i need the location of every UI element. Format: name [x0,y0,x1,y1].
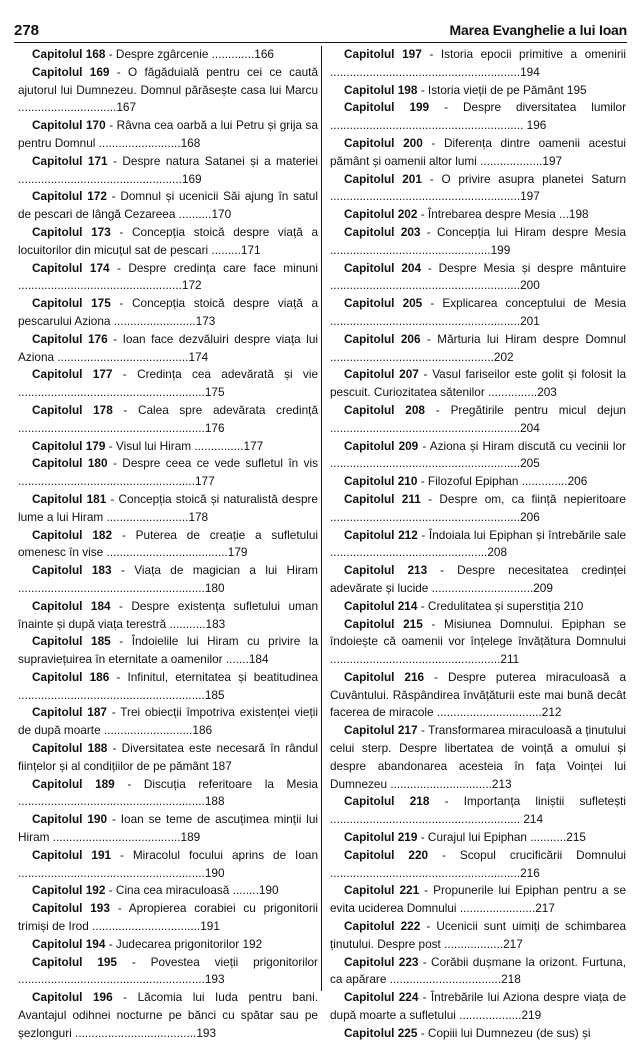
chapter-label [32,47,105,61]
chapter-title: Despre credința care face minuni ..................................................172 [18,260,319,293]
chapter-word: Capitolul [32,990,83,1005]
chapter-number: 215 [403,616,423,631]
toc-entry: Capitolul 218 - Importanța liniștii sufletești .......................................................... 214 [330,794,627,827]
chapter-label [344,296,422,310]
toc-entry: Capitolul 181 - Concepția stoică și naturalistă despre lume a lui Hiram .........................178 [18,491,318,524]
chapter-title: Întrebarea despre Mesia ...198 [427,207,589,222]
chapter-word: Capitolul [344,474,395,489]
toc-entry: Capitolul 203 - Concepția lui Hiram despre Mesia .................................................199 [330,224,627,257]
chapter-title: Explicarea conceptului de Mesia ..........................................................201 [330,296,627,328]
chapter-number: 207 [399,367,419,382]
chapter-word: Capitolul [344,438,395,453]
toc-entry: Capitolul 183 - Viața de magician a lui Hiram .........................................................180 [18,563,319,595]
chapter-word: Capitolul [344,402,395,417]
toc-entry: Capitolul 208 - Pregătirile pentru micul dejun ..........................................................204 [330,402,626,435]
toc-entry: Capitolul 211 - Despre om, ca ființă nepieritoare ..........................................................206 [330,491,626,524]
toc-right-column [330,46,626,1043]
chapter-label [32,634,111,648]
chapter-number: 180 [87,456,108,471]
chapter-number: 219 [397,830,418,845]
chapter-label [344,848,428,862]
chapter-word: Capitolul [32,224,83,239]
chapter-word: Capitolul [32,153,83,168]
chapter-label [344,528,418,542]
chapter-number: 194 [85,936,106,951]
chapter-word: Capitolul [32,563,83,578]
toc-entry: Capitolul 195 - Povestea vieții prigonitorilor .........................................................193 [18,954,318,987]
toc-entry: Capitolul 220 - Scopul crucificării Domnului ..........................................................216 [330,847,627,880]
chapter-number: 192 [85,883,106,898]
chapter-label [344,883,419,897]
chapter-number: 185 [91,634,111,649]
chapter-word: Capitolul [344,883,395,898]
chapter-number: 197 [402,47,422,61]
chapter-title: Diferența dintre oamenii acestui pământ și oamenii altor lumi ...................197 [330,135,627,168]
toc-entry: Capitolul 224 - Întrebările lui Aziona despre viața de după moarte a sufletului ...................219 [330,990,627,1023]
chapter-number: 221 [399,883,420,898]
toc-entry: Capitolul 196 - Lăcomia lui Iuda pentru bani. Avantajul odihnei nocturne pe bănci cu spătar sau pe șezlonguri .....................................193 [18,990,319,1040]
chapter-word: Capitolul [344,669,395,684]
chapter-label [344,367,419,381]
chapter-label [32,492,106,506]
chapter-title: Credulitatea și superstiția 210 [427,598,584,613]
chapter-title: Concepția stoică despre viață a pescarului Aziona .........................173 [18,296,319,328]
chapter-word: Capitolul [344,563,395,578]
toc-entry: Capitolul 216 - Despre puterea miraculoasă a Cuvântului. Răspândirea învățăturii este mai bună decât facerea de miracole ................................212 [330,669,627,720]
chapter-title: Calea spre adevărata credință .........................................................176 [18,402,319,435]
chapter-word: Capitolul [32,776,83,791]
chapter-title: Corăbii dușmane la orizont. Furtuna, ca apărare ..................................218 [330,954,627,987]
chapter-title: Pregătirile pentru micul dejun ..........................................................204 [330,402,626,435]
toc-entry: Capitolul 168 - Despre zgârcenie .............166 [32,47,274,61]
chapter-word: Capitolul [344,954,395,969]
chapter-title: Importanța liniștii sufletești .......................................................... 214 [330,794,627,827]
chapter-title: Puterea de creație a sufletului omenesc în vise .....................................179 [18,527,318,560]
chapter-label [344,439,418,453]
chapter-title: Scopul crucificării Domnului ..........................................................216 [330,847,627,880]
chapter-title: Misiunea Domnului. Epiphan se îndoiește că oamenii vor înțelege învățătura Domnului ....................................................211 [330,616,627,667]
toc-entry: Capitolul 182 - Puterea de creație a sufletului omenesc în vise .....................................179 [18,527,318,560]
toc-entry: Capitolul 186 - Infinitul, eternitatea și beatitudinea .........................................................185 [18,669,319,702]
toc-entry: Capitolul 174 - Despre credința care face minuni ..................................................172 [18,260,319,293]
chapter-title: Aziona și Hiram discută cu vecinii lor ..........................................................205 [330,438,626,471]
toc-entry: Capitolul 193 - Apropierea corabiei cu prigonitorii trimiși de Irod .................................191 [18,901,318,934]
chapter-label [32,367,112,381]
toc-entry: Capitolul 170 - Râvna cea oarbă a lui Petru și grija sa pentru Domnul .........................168 [18,118,319,150]
toc-entry: Capitolul 173 - Concepția stoică despre viață a locuitorilor din micuțul sat de pescari .........171 [18,224,319,257]
toc-entry: Capitolul 184 - Despre existența sufletului uman înainte și după viața terestră ...........183 [18,598,318,631]
chapter-label [344,794,429,808]
chapter-title: O privire asupra planetei Saturn ..........................................................197 [330,171,627,204]
chapter-word: Capitolul [344,491,395,506]
chapter-label [32,296,111,310]
chapter-number: 173 [91,224,111,239]
chapter-word: Capitolul [32,491,83,506]
chapter-number: 190 [87,812,108,827]
chapter-label [344,990,418,1004]
toc-entry: Capitolul 190 - Ioan se teme de ascuțimea minții lui Hiram .......................................189 [18,812,319,845]
toc-entry: Capitolul 214 - Credulitatea și superstiția 210 [344,598,584,613]
chapter-label [32,439,105,453]
chapter-word: Capitolul [32,438,83,453]
chapter-label [32,225,111,239]
chapter-number: 175 [91,296,111,311]
chapter-number: 213 [407,563,428,578]
chapter-label [32,901,110,915]
chapter-number: 209 [398,438,419,453]
chapter-title: Îndoiala lui Epiphan și întrebările sale ................................................208 [330,527,626,560]
chapter-number: 177 [92,367,113,382]
column-divider [321,46,322,991]
chapter-number: 220 [408,847,429,862]
toc-entry: Capitolul 172 - Domnul și ucenicii Săi ajung în satul de pescari de lângă Cezareea ..........170 [18,189,318,222]
chapter-number: 188 [87,741,108,756]
chapter-label [32,955,117,969]
chapter-title: Credința cea adevărată și vie .........................................................175 [18,367,319,400]
chapter-label [344,47,422,61]
chapter-label [32,118,106,132]
chapter-title: Cina cea miraculoasă ........190 [115,883,279,898]
chapter-title: Filozoful Epiphan ..............206 [427,474,588,489]
toc-entry: Capitolul 176 - Ioan face dezvăluiri despre viața lui Aziona ........................................174 [18,331,319,364]
chapter-label [32,883,105,897]
chapter-title: Propunerile lui Epiphan pentru a se evita uciderea Domnului .......................217 [330,883,627,916]
chapter-label [344,723,418,737]
chapter-label [344,261,421,275]
chapter-word: Capitolul [32,705,83,720]
chapter-number: 178 [93,402,113,417]
chapter-word: Capitolul [344,82,395,97]
chapter-label [344,617,423,631]
chapter-label [344,100,429,114]
chapter-label [344,136,423,150]
chapter-label [344,955,418,969]
chapter-word: Capitolul [32,456,83,471]
toc-entry: Capitolul 189 - Discuția referitoare la Mesia .........................................................188 [18,776,318,809]
chapter-title: Concepția lui Hiram despre Mesia .................................................199 [330,224,627,257]
chapter-label [32,937,105,951]
chapter-title: Istoria vieții de pe Pământ 195 [427,82,587,97]
chapter-title: Copiii lui Dumnezeu (de sus) și [427,1025,591,1040]
chapter-word: Capitolul [32,901,83,916]
chapter-label [344,492,421,506]
chapter-title: Vasul fariseilor este golit și folosit la pescuit. Curiozitatea sătenilor ...............203 [330,367,627,400]
chapter-word: Capitolul [344,100,395,115]
chapter-word: Capitolul [344,990,395,1005]
chapter-label [344,830,417,844]
chapter-label [344,563,427,577]
toc-entry: Capitolul 221 - Propunerile lui Epiphan pentru a se evita uciderea Domnului .......................217 [330,883,627,916]
toc-entry: Capitolul 187 - Trei obiecții împotriva existenței vieții de după moarte ...........................186 [18,705,318,738]
toc-entry: Capitolul 225 - Copiii lui Dumnezeu (de sus) și [344,1025,591,1040]
toc-entry: Capitolul 213 - Despre necesitatea credinței adevărate și lucide ...............................209 [330,563,627,595]
toc-entry: Capitolul 217 - Transformarea miraculoasă a ținutului celui sterp. Despre libertatea de voință a omului și despre abandonarea acesteia în fața Voinței lui Dumnezeu ...............................213 [330,723,627,791]
toc-left-column [18,46,318,1043]
chapter-number: 201 [402,171,422,186]
running-title: Marea Evanghelie a lui Ioan [449,22,627,38]
chapter-title: Concepția stoică despre viață a locuitorilor din micuțul sat de pescari .........171 [18,224,319,257]
chapter-title: Povestea vieții prigonitorilor .........................................................193 [18,954,318,987]
chapter-number: 170 [86,118,106,133]
chapter-number: 217 [397,723,418,738]
toc-entry: Capitolul 212 - Îndoiala lui Epiphan și întrebările sale ................................................208 [330,527,626,560]
chapter-label [344,599,417,613]
chapter-label [32,332,108,346]
chapter-title: Judecarea prigonitorilor 192 [115,936,263,951]
chapter-title: Despre zgârcenie .............166 [115,47,274,61]
chapter-title: Râvna cea oarbă a lui Petru și grija sa pentru Domnul .........................168 [18,118,319,150]
chapter-label [344,172,422,186]
chapter-number: 176 [87,331,108,346]
chapter-word: Capitolul [344,616,395,631]
toc-entry: Capitolul 201 - O privire asupra planetei Saturn ..........................................................197 [330,171,627,204]
chapter-number: 183 [91,563,112,578]
toc-entry: Capitolul 198 - Istoria vieții de pe Pământ 195 [344,82,587,97]
chapter-number: 203 [400,224,421,239]
chapter-title: Despre necesitatea credinței adevărate și lucide ...............................209 [330,563,627,595]
chapter-title: Miracolul focului aprins de Ioan .........................................................190 [18,847,319,880]
chapter-word: Capitolul [32,598,83,613]
chapter-word: Capitolul [32,64,83,79]
chapter-label [344,919,420,933]
chapter-number: 212 [398,527,418,542]
chapter-title: Despre diversitatea lumilor ........................................................... 196 [330,100,627,133]
chapter-number: 189 [95,776,115,791]
toc-entry: Capitolul 188 - Diversitatea este necesară în rândul ființelor și al condițiilor de pe pământ 187 [18,741,319,773]
chapter-title: Despre ceea ce vede sufletul în vis ......................................................177 [18,456,318,489]
chapter-word: Capitolul [344,207,395,222]
page-header [14,4,627,43]
page-number: 278 [14,22,40,39]
chapter-label [344,474,417,488]
chapter-number: 184 [90,598,111,613]
chapter-word: Capitolul [32,260,83,275]
chapter-number: 199 [409,100,430,115]
chapter-number: 172 [87,189,107,204]
chapter-number: 224 [398,990,419,1005]
chapter-word: Capitolul [344,47,395,61]
chapter-word: Capitolul [32,936,83,951]
chapter-number: 182 [92,527,113,542]
chapter-title: Ucenicii sunt uimiți de schimbarea ținutului. Despre post ..................217 [330,919,627,951]
chapter-label [32,154,108,168]
chapter-label [32,848,111,862]
chapter-title: Istoria epocii primitive a omenirii ..........................................................194 [330,47,627,79]
chapter-title: Curajul lui Epiphan ...........215 [427,830,586,845]
toc-entry: Capitolul 180 - Despre ceea ce vede sufletul în vis ......................................................177 [18,456,318,489]
chapter-number: 179 [85,438,106,453]
chapter-label [32,599,111,613]
chapter-label [344,225,420,239]
chapter-title: Transformarea miraculoasă a ținutului celui sterp. Despre libertatea de voință a omului și despre abandonarea acesteia în fața Voinței lui Dumnezeu ...............................213 [330,723,627,791]
chapter-number: 171 [87,153,108,168]
chapter-title: Lăcomia lui Iuda pentru bani. Avantajul odihnei nocturne pe bănci cu spătar sau pe șezlonguri .....................................193 [18,990,319,1040]
chapter-label [344,670,424,684]
toc-entry: Capitolul 200 - Diferența dintre oamenii acestui pământ și oamenii altor lumi ...................197 [330,135,627,168]
chapter-label [32,65,109,79]
chapter-label [32,990,113,1004]
toc-entry: Capitolul 179 - Visul lui Hiram ...............177 [32,438,264,453]
toc-entry: Capitolul 206 - Mărturia lui Hiram despre Domnul ..................................................202 [330,331,627,364]
chapter-number: 216 [404,669,425,684]
chapter-number: 186 [89,669,110,684]
toc-entry: Capitolul 191 - Miracolul focului aprins de Ioan .........................................................190 [18,847,319,880]
chapter-word: Capitolul [344,171,395,186]
toc-entry: Capitolul 175 - Concepția stoică despre viață a pescarului Aziona .........................173 [18,296,319,328]
chapter-title: Despre existența sufletului uman înainte și după viața terestră ...........183 [18,598,318,631]
toc-entry: Capitolul 178 - Calea spre adevărata credință .........................................................176 [18,402,319,435]
chapter-label [32,456,108,470]
chapter-label [32,528,112,542]
chapter-word: Capitolul [32,527,83,542]
toc-entry: Capitolul 202 - Întrebarea despre Mesia ...198 [344,207,589,222]
toc-entry: Capitolul 171 - Despre natura Satanei și a materiei ..................................................169 [18,153,319,186]
chapter-number: 208 [405,402,425,417]
chapter-label [344,83,417,97]
chapter-word: Capitolul [344,1025,395,1040]
chapter-label [32,741,107,755]
chapter-word: Capitolul [344,598,395,613]
toc-entry: Capitolul 207 - Vasul fariseilor este golit și folosit la pescuit. Curiozitatea sătenilor ...............203 [330,367,627,400]
chapter-word: Capitolul [344,260,395,275]
chapter-title: Întrebările lui Aziona despre viața de după moarte a sufletului ...................219 [330,990,627,1023]
chapter-title: Visul lui Hiram ...............177 [115,438,264,453]
chapter-number: 169 [89,64,110,79]
chapter-title: Trei obiecții împotriva existenței vieții de după moarte ...........................186 [18,705,318,738]
chapter-title: Despre om, ca ființă nepieritoare ..........................................................206 [330,491,626,524]
toc-entry: Capitolul 199 - Despre diversitatea lumilor ........................................................... 196 [330,100,627,133]
chapter-label [32,563,112,577]
chapter-word: Capitolul [32,812,83,827]
chapter-label [32,261,110,275]
chapter-word: Capitolul [344,296,395,311]
chapter-number: 193 [90,901,110,916]
chapter-title: Îndoielile lui Hiram cu privire la supraviețuirea în eternitate a oamenilor .......184 [18,634,318,667]
chapter-number: 210 [397,474,418,489]
toc-entry: Capitolul 194 - Judecarea prigonitorilor 192 [32,936,263,951]
toc-entry: Capitolul 223 - Corăbii dușmane la orizont. Furtuna, ca apărare ..................................218 [330,954,627,987]
chapter-word: Capitolul [344,331,395,346]
chapter-word: Capitolul [344,723,395,738]
chapter-number: 214 [397,598,418,613]
chapter-label [32,189,107,203]
chapter-word: Capitolul [32,367,83,382]
chapter-label [32,670,109,684]
chapter-title: Diversitatea este necesară în rândul ființelor și al condițiilor de pe pământ 187 [18,741,319,773]
toc-entry: Capitolul 192 - Cina cea miraculoasă ........190 [32,883,279,898]
chapter-title: Viața de magician a lui Hiram .........................................................180 [18,563,319,595]
chapter-title: Despre natura Satanei și a materiei ..................................................169 [18,153,319,186]
chapter-label [32,812,107,826]
toc-entry: Capitolul 222 - Ucenicii sunt uimiți de schimbarea ținutului. Despre post ..................217 [330,919,627,951]
toc-entry: Capitolul 177 - Credința cea adevărată și vie .........................................................175 [18,367,319,400]
chapter-title: Ioan face dezvăluiri despre viața lui Aziona ........................................174 [18,331,319,364]
chapter-label [32,705,107,719]
chapter-label [344,403,425,417]
toc-entry: Capitolul 215 - Misiunea Domnului. Epiphan se îndoiește că oamenii vor înțelege învățătura Domnului ....................................................211 [330,616,627,667]
chapter-title: Despre Mesia și despre mântuire ..........................................................200 [330,260,627,293]
chapter-word: Capitolul [32,669,83,684]
chapter-number: 196 [92,990,113,1005]
chapter-word: Capitolul [32,634,83,649]
chapter-word: Capitolul [32,331,83,346]
toc-entry: Capitolul 197 - Istoria epocii primitive a omenirii ..........................................................194 [330,47,627,79]
chapter-word: Capitolul [32,954,83,969]
chapter-title: Apropierea corabiei cu prigonitorii trimiși de Irod .................................191 [18,901,318,934]
chapter-number: 191 [91,847,112,862]
chapter-word: Capitolul [32,741,83,756]
chapter-number: 206 [400,331,421,346]
chapter-word: Capitolul [344,919,395,934]
chapter-word: Capitolul [344,527,395,542]
chapter-number: 218 [409,794,430,809]
chapter-label [344,207,417,221]
chapter-label [344,1026,417,1040]
toc-entry: Capitolul 205 - Explicarea conceptului de Mesia ..........................................................201 [330,296,627,328]
chapter-word: Capitolul [32,402,83,417]
chapter-number: 174 [89,260,110,275]
chapter-number: 223 [398,954,419,969]
chapter-label [32,777,115,791]
toc-entry: Capitolul 204 - Despre Mesia și despre mântuire ..........................................................200 [330,260,627,293]
chapter-word: Capitolul [32,847,83,862]
chapter-number: 222 [400,919,421,934]
chapter-word: Capitolul [344,794,395,809]
chapter-title: Infinitul, eternitatea și beatitudinea .........................................................185 [18,669,319,702]
chapter-word: Capitolul [344,135,395,150]
chapter-word: Capitolul [344,224,395,239]
chapter-number: 211 [401,491,421,506]
chapter-title: Discuția referitoare la Mesia .........................................................188 [18,776,318,809]
chapter-word: Capitolul [32,189,83,204]
chapter-word: Capitolul [344,847,395,862]
chapter-number: 168 [85,47,106,61]
chapter-number: 187 [87,705,107,720]
chapter-word: Capitolul [32,883,83,898]
chapter-number: 200 [403,135,423,150]
chapter-word: Capitolul [32,118,83,133]
chapter-word: Capitolul [32,296,83,311]
chapter-label [344,332,421,346]
toc-entry: Capitolul 219 - Curajul lui Epiphan ...........215 [344,830,586,845]
chapter-title: Despre puterea miraculoasă a Cuvântului. Răspândirea învățăturii este mai bună decât facerea de miracole ................................212 [330,669,627,720]
chapter-title: Concepția stoică și naturalistă despre lume a lui Hiram .........................178 [18,491,318,524]
toc-entry: Capitolul 210 - Filozoful Epiphan ..............206 [344,474,588,489]
chapter-word: Capitolul [344,830,395,845]
chapter-number: 205 [402,296,423,311]
chapter-number: 204 [401,260,422,275]
toc-entry: Capitolul 209 - Aziona și Hiram discută cu vecinii lor ..........................................................205 [330,438,626,471]
chapter-title: Mărturia lui Hiram despre Domnul ..................................................202 [330,331,627,364]
chapter-title: Ioan se teme de ascuțimea minții lui Hiram .......................................189 [18,812,319,845]
chapter-number: 225 [397,1025,418,1040]
chapter-word: Capitolul [344,367,395,382]
chapter-number: 198 [397,82,418,97]
toc-entry: Capitolul 185 - Îndoielile lui Hiram cu privire la supraviețuirea în eternitate a oamenilor .......184 [18,634,318,667]
chapter-number: 202 [397,207,418,222]
chapter-number: 195 [97,954,117,969]
chapter-title: O făgăduială pentru cei ce caută ajutorul lui Dumnezeu. Domnul părăsește casa lui Marcu ..............................167 [18,64,319,115]
toc-entry: Capitolul 169 - O făgăduială pentru cei ce caută ajutorul lui Dumnezeu. Domnul părăsește casa lui Marcu ..............................167 [18,64,319,115]
chapter-label [32,403,113,417]
chapter-number: 181 [86,491,107,506]
chapter-word: Capitolul [32,47,83,61]
chapter-title: Domnul și ucenicii Săi ajung în satul de pescari de lângă Cezareea ..........170 [18,189,318,222]
